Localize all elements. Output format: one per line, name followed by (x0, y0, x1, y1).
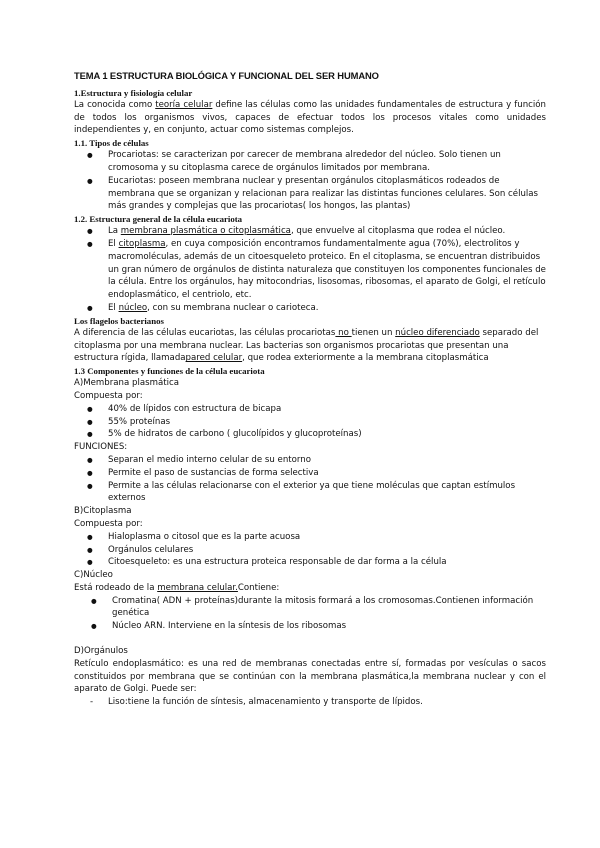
subheading-a: A)Membrana plasmática (74, 378, 179, 389)
reticulum-types-list (74, 696, 546, 709)
list-item: ● Permite el paso de sustancias de forma selectiva (74, 467, 546, 480)
intro-paragraph (74, 99, 546, 137)
list-item: ● 5% de hidratos de carbono ( glucolípidos y glucoproteínas) (74, 428, 546, 441)
section-heading-1: 1.Estructura y fisiología celular (74, 87, 193, 98)
membrane-functions-list (74, 454, 546, 505)
flagelos-paragraph (74, 327, 546, 365)
item-text-pre: La (108, 226, 121, 237)
membrane-composition-list (74, 403, 546, 441)
item-text-pre: El (108, 238, 119, 249)
membrana-plasmatica-link: membrana plasmática o citoplasmática (120, 226, 291, 237)
list-item (74, 302, 546, 315)
item-text-post: , con su membrana nuclear o carioteca. (147, 302, 319, 313)
flagelos-text-2: tienen un (351, 327, 396, 338)
list-item: - Liso:tiene la función de síntesis, almacenamiento y transporte de lípidos. (74, 696, 546, 709)
list-item: ● 40% de lípidos con estructura de bicapa (74, 403, 546, 416)
spacer (74, 633, 546, 645)
list-item: ● Citoesqueleto: es una estructura proteica responsable de dar forma a la célula (74, 556, 546, 569)
nucleus-text-pre: Está rodeado de la (74, 582, 158, 593)
list-item: ● Permite a las células relacionarse con el exterior ya que tiene moléculas que captan estímulos externos (74, 480, 546, 506)
nucleo-diferenciado-link: núcleo diferenciado (395, 327, 480, 338)
eukaryote-structure-list (74, 225, 546, 315)
nucleus-contents-list (74, 595, 546, 633)
subheading-c: C)Núcleo (74, 570, 113, 581)
no-underlined: no (335, 327, 352, 338)
teoria-celular-link: teoría celular (155, 99, 213, 110)
list-item: ● 55% proteínas (74, 416, 546, 429)
section-heading-1-3: 1.3 Componentes y funciones de la célula eucariota (74, 366, 265, 377)
cytoplasm-composition-list (74, 531, 546, 569)
flagelos-text-3: separado del citoplasma por una membrana nuclear. Las bacterias son organismos procariotas que presentan una estructura rígida, llamada (74, 327, 539, 364)
list-item (74, 238, 546, 302)
list-item: ● Eucariotas: poseen membrana nuclear y presentan orgánulos citoplasmáticos rodeados de membrana que se organizan y relacionan para realizar las distintas funciones celulares. Son células más grandes y complejas que las procariotas( los hongos, las plantas) (74, 175, 546, 213)
section-heading-1-2: 1.2. Estructura general de la célula eucariota (74, 214, 243, 225)
flagelos-text-1: A diferencia de las células eucariotas, las células procariotas (74, 327, 336, 338)
list-item: ● Procariotas: se caracterizan por carecer de membrana alrededor del núcleo. Solo tienen un cromosoma y su citoplasma carece de orgánulos limitados por membrana. (74, 149, 546, 175)
cell-types-list (74, 149, 546, 213)
item-text-post: , en cuya composición encontramos fundamentalmente agua (70%), electrolitos y macromoléculas, además de un citoesqueleto proteico. En el citoplasma, se encuentran distribuidos un gran número de orgánulos de distinta naturaleza que constituyen los componentes funcionales de la célula. Entre los orgánulos, hay mitocondrias, lisosomas, ribosomas, el aparato de Golgi, el retículo endoplasmático, el centriolo, etc. (108, 238, 546, 301)
nucleus-intro (74, 582, 546, 595)
composition-label: Compuesta por: (74, 518, 143, 529)
item-text-pre: El (108, 302, 119, 313)
citoplasma-link: citoplasma (118, 238, 166, 249)
membrana-celular-link: membrana celular. (157, 582, 238, 593)
composition-label: Compuesta por: (74, 390, 143, 401)
list-item: ● Hialoplasma o citosol que es la parte acuosa (74, 531, 546, 544)
intro-text-pre: La conocida como (74, 99, 156, 110)
list-item: ● Núcleo ARN. Interviene en la síntesis de los ribosomas (74, 620, 546, 633)
nucleus-text-post: Contiene: (237, 582, 280, 593)
subheading-b: B)Citoplasma (74, 506, 132, 517)
subheading-d: D)Orgánulos (74, 646, 128, 657)
intro-text-post: define las células como las unidades fundamentales de estructura y función de todos los organismos vivos, capaces de efectuar todos los procesos vitales como unidades independientes y, en conjunto, actuar como sistemas complejos. (74, 99, 546, 136)
nucleo-link: núcleo (118, 302, 148, 313)
organelles-paragraph: Retículo endoplasmático: es una red de membranas conectadas entre sí, formadas por vesículas o sacos constituidos por membrana que se continúan con la membrana plasmática,la membrana nuclear y con el aparato de Golgi. Puede ser: (74, 658, 546, 695)
list-item: ● Cromatina( ADN + proteínas)durante la mitosis formará a los cromosomas.Contienen información genética (74, 595, 546, 621)
list-item: ● Orgánulos celulares (74, 544, 546, 557)
list-item: ● Separan el medio interno celular de su entorno (74, 454, 546, 467)
functions-label: FUNCIONES: (74, 442, 128, 453)
document-title: TEMA 1 ESTRUCTURA BIOLÓGICA Y FUNCIONAL DEL SER HUMANO (74, 70, 379, 81)
item-text-post: , que envuelve al citoplasma que rodea el núcleo. (290, 226, 506, 237)
section-heading-flagelos: Los flagelos bacterianos (74, 315, 164, 326)
section-heading-1-1: 1.1. Tipos de células (74, 138, 149, 149)
list-item (74, 225, 546, 238)
flagelos-text-4: , que rodea exteriormente a la membrana citoplasmática (242, 353, 489, 364)
pared-celular-link: pared celular (185, 353, 243, 364)
document-body (74, 70, 546, 709)
